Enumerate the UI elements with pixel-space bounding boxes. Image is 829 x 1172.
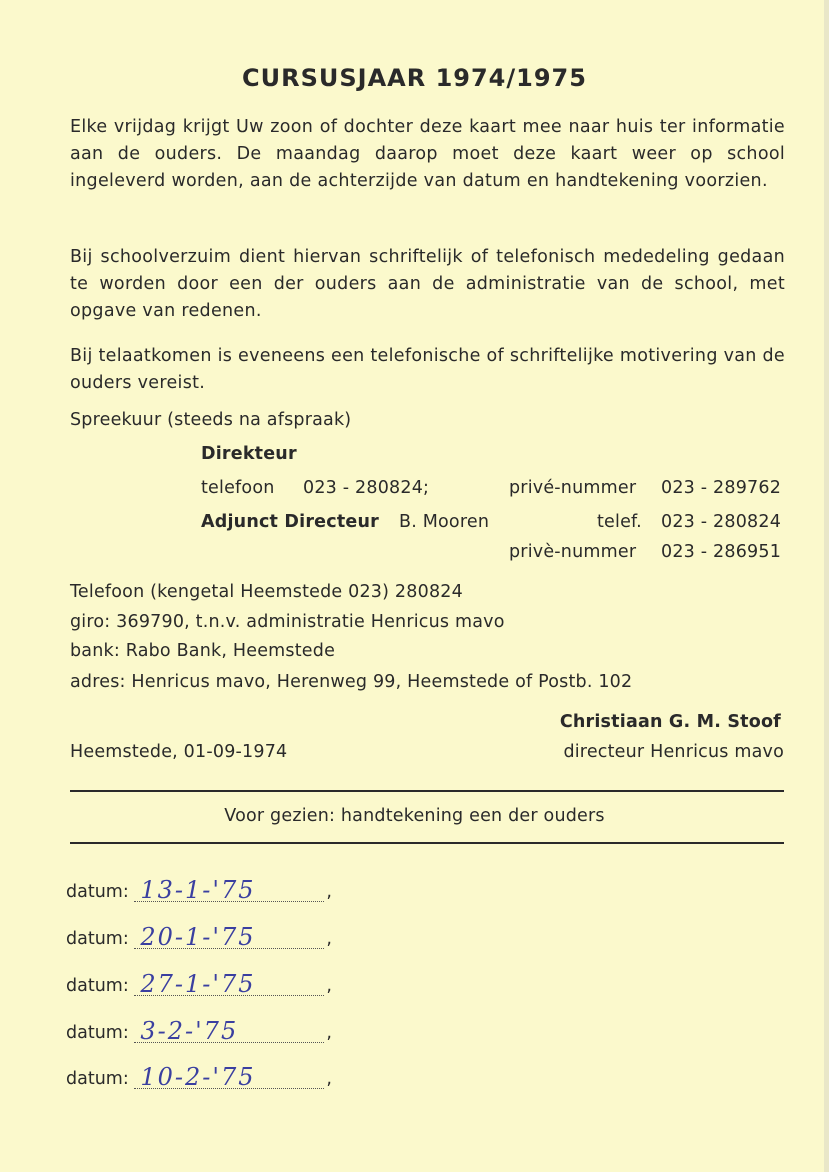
adjunct-prive-label: privè-nummer bbox=[509, 542, 637, 562]
handwritten-date: 27-1-'75 bbox=[140, 970, 256, 998]
divider-top bbox=[70, 790, 784, 792]
contact-adres: adres: Henricus mavo, Herenweg 99, Heemstede of Postb. 102 bbox=[70, 672, 633, 692]
adjunct-telef: 023 - 280824 bbox=[661, 512, 782, 532]
adjunct-telef-label: telef. bbox=[597, 512, 642, 532]
datum-row: datum: 20-1-'75 , bbox=[66, 923, 332, 951]
place-date: Heemstede, 01-09-1974 bbox=[70, 742, 288, 762]
datum-label: datum: bbox=[66, 976, 129, 996]
direkteur-prive: 023 - 289762 bbox=[661, 478, 782, 498]
signature-role: directeur Henricus mavo bbox=[563, 742, 784, 762]
signature-name: Christiaan G. M. Stoof bbox=[559, 712, 781, 732]
info-paragraph-absence: Bij schoolverzuim dient hiervan schriftelijk of telefonisch mededeling gedaan te worden door een der ouders aan de administratie van de school, met opgave van redenen. bbox=[70, 247, 785, 321]
handwritten-date: 10-2-'75 bbox=[140, 1063, 256, 1091]
datum-label: datum: bbox=[66, 882, 129, 902]
datum-row: datum: 10-2-'75 , bbox=[66, 1063, 332, 1091]
handwritten-date: 13-1-'75 bbox=[140, 876, 256, 904]
page-edge bbox=[824, 0, 829, 1172]
adjunct-prive: 023 - 286951 bbox=[661, 542, 782, 562]
info-paragraph-weekly-card: Elke vrijdag krijgt Uw zoon of dochter deze kaart mee naar huis ter informatie aan de ouders. De maandag daarop moet deze kaart weer op school ingeleverd worden, aan de achterzijde van datum en handtekening voorzien. bbox=[70, 117, 785, 191]
direkteur-heading: Direkteur bbox=[201, 444, 297, 464]
adjunct-heading: Adjunct Directeur bbox=[201, 512, 379, 532]
datum-label: datum: bbox=[66, 1023, 129, 1043]
handwritten-date: 3-2-'75 bbox=[140, 1017, 239, 1045]
direkteur-prive-label: privé-nummer bbox=[509, 478, 637, 498]
datum-label: datum: bbox=[66, 929, 129, 949]
contact-giro: giro: 369790, t.n.v. administratie Henricus mavo bbox=[70, 612, 505, 632]
page-title: CURSUSJAAR 1974/1975 bbox=[242, 64, 587, 92]
datum-row: datum: 27-1-'75 , bbox=[66, 970, 332, 998]
datum-row: datum: 13-1-'75 , bbox=[66, 876, 332, 904]
contact-bank: bank: Rabo Bank, Heemstede bbox=[70, 641, 336, 661]
direkteur-telefoon: 023 - 280824; bbox=[303, 478, 430, 498]
handwritten-date: 20-1-'75 bbox=[140, 923, 256, 951]
datum-row: datum: 3-2-'75 , bbox=[66, 1017, 332, 1045]
contact-telefoon: Telefoon (kengetal Heemstede 023) 280824 bbox=[70, 582, 463, 602]
direkteur-telefoon-label: telefoon bbox=[201, 478, 275, 498]
adjunct-name: B. Mooren bbox=[399, 512, 490, 532]
spreekuur-line: Spreekuur (steeds na afspraak) bbox=[70, 410, 352, 430]
divider-bottom bbox=[70, 842, 784, 844]
datum-label: datum: bbox=[66, 1069, 129, 1089]
gezien-heading: Voor gezien: handtekening een der ouders bbox=[224, 806, 605, 826]
info-paragraph-lateness: Bij telaatkomen is eveneens een telefonische of schriftelijke motivering van de ouders vereist. bbox=[70, 346, 785, 393]
